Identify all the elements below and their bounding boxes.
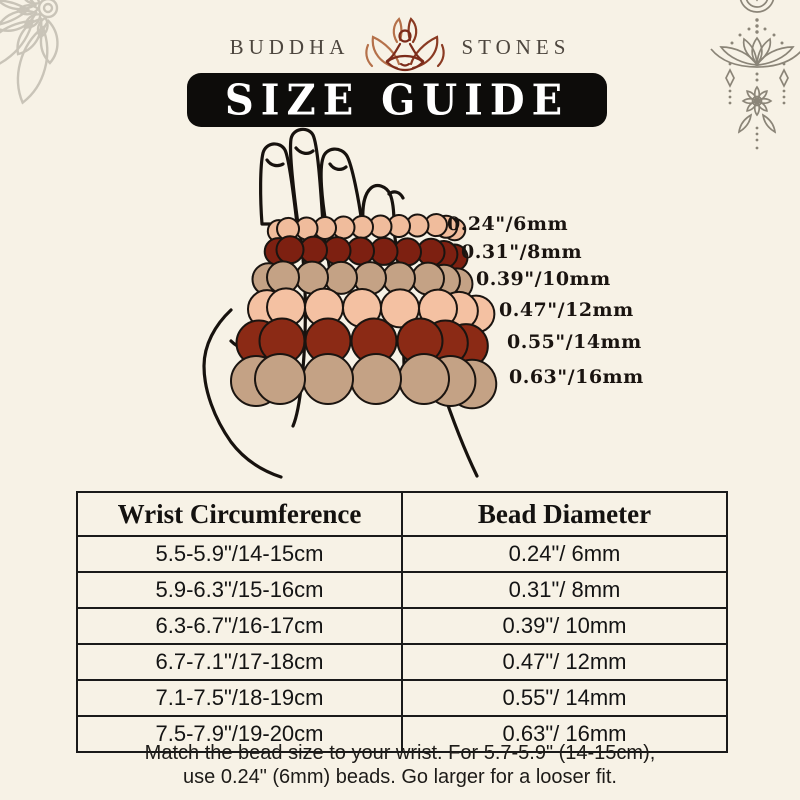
bead-size-label-8mm: 0.31"/8mm bbox=[461, 241, 583, 263]
brand-name-right: STONES bbox=[461, 34, 571, 59]
bead-diameter-cell: 0.55"/ 14mm bbox=[402, 680, 727, 716]
table-row bbox=[77, 644, 727, 680]
size-guide-title: SIZE GUIDE bbox=[224, 75, 570, 125]
bead-size-label-6mm: 0.24"/6mm bbox=[447, 213, 569, 235]
bead-bracelets bbox=[231, 213, 496, 408]
table-row bbox=[77, 536, 727, 572]
table-header-1: Bead Diameter bbox=[402, 492, 727, 536]
wrist-circumference-cell: 6.3-6.7"/16-17cm bbox=[77, 608, 402, 644]
wrist-circumference-cell: 7.5-7.9"/19-20cm bbox=[77, 716, 402, 752]
bead-diameter-cell: 0.39"/ 10mm bbox=[402, 608, 727, 644]
bead-size-label-14mm: 0.55"/14mm bbox=[507, 331, 642, 353]
wrist-circumference-cell: 6.7-7.1"/17-18cm bbox=[77, 644, 402, 680]
table-row bbox=[77, 608, 727, 644]
footer-note bbox=[0, 741, 800, 789]
bead-size-label-12mm: 0.47"/12mm bbox=[499, 299, 634, 321]
table-row bbox=[77, 680, 727, 716]
wrist-circumference-cell: 5.9-6.3"/15-16cm bbox=[77, 572, 402, 608]
bead-size-label-16mm: 0.63"/16mm bbox=[509, 366, 644, 388]
table-header-0: Wrist Circumference bbox=[77, 492, 402, 536]
bracelet-row-16mm bbox=[231, 354, 496, 408]
table-row bbox=[77, 572, 727, 608]
bead-size-label-10mm: 0.39"/10mm bbox=[476, 268, 611, 290]
bead-diameter-cell: 0.63"/ 16mm bbox=[402, 716, 727, 752]
bead-diameter-cell: 0.24"/ 6mm bbox=[402, 536, 727, 572]
bead-diameter-cell: 0.47"/ 12mm bbox=[402, 644, 727, 680]
brand-name-left: BUDDHA bbox=[229, 34, 350, 59]
size-table bbox=[76, 491, 728, 753]
wrist-circumference-cell: 5.5-5.9"/14-15cm bbox=[77, 536, 402, 572]
bead-diameter-cell: 0.31"/ 8mm bbox=[402, 572, 727, 608]
footer-line-2: use 0.24" (6mm) beads. Go larger for a looser fit. bbox=[183, 766, 617, 788]
footer-line-1: Match the bead size to your wrist. For 5.7-5.9" (14-15cm), bbox=[144, 742, 656, 764]
wrist-circumference-cell: 7.1-7.5"/18-19cm bbox=[77, 680, 402, 716]
